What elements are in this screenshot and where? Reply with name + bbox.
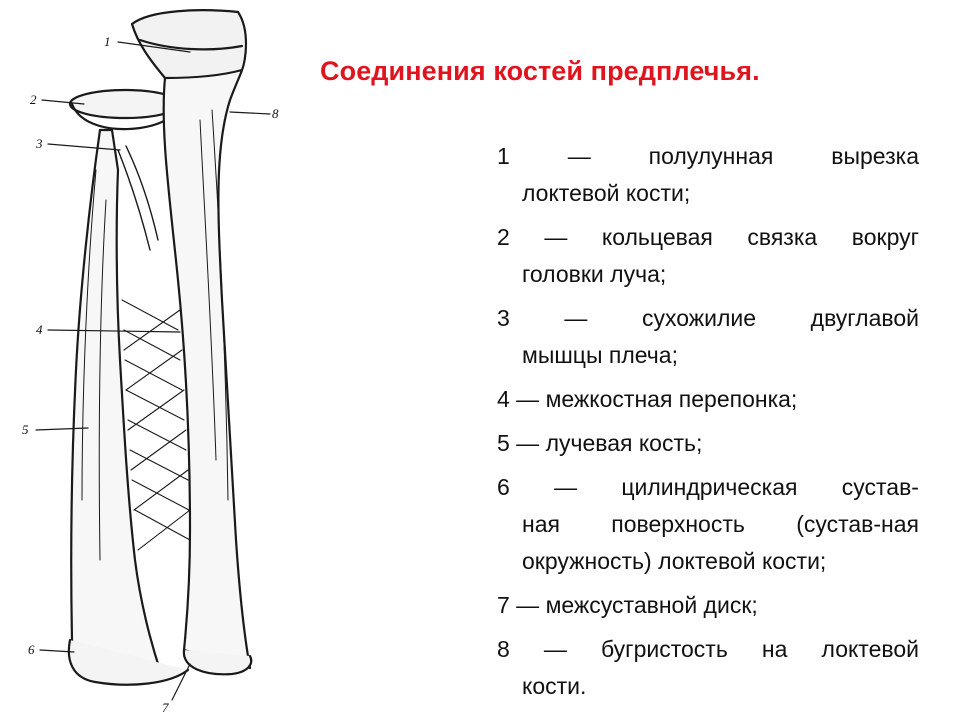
leader-line-8 [230,112,270,114]
marker-2: 2 [30,92,37,107]
legend-item-3 [497,300,919,374]
marker-7: 7 [162,700,169,715]
legend-item-line [497,138,919,175]
legend-item-continuation: локтевой кости; [522,180,691,206]
legend-word: кольцевая [601,224,713,250]
forearm-bones-illustration [0,0,300,720]
legend-item-line [497,219,919,256]
legend-item-1 [497,138,919,212]
marker-1: 1 [104,34,111,49]
legend-word: двуглавой [810,305,919,331]
legend-item-line [497,631,919,668]
legend-number: 1 [497,143,510,169]
legend-dash: — [564,305,588,331]
legend-list [497,138,919,712]
marker-8: 8 [272,106,279,121]
marker-4: 4 [36,322,43,337]
legend-item-5: 5 — лучевая кость; [497,430,703,456]
marker-3: 3 [36,136,43,151]
legend-word: полулунная [648,143,774,169]
legend-word: сустав- [841,474,919,500]
legend-item-8 [497,631,919,705]
legend-word: поверхность [611,511,745,537]
legend-item-4: 4 — межкостная перепонка; [497,386,798,412]
legend-word: ная [522,511,560,537]
legend-word: (сустав-ная [796,511,919,537]
legend-item-continuation: кости. [522,673,587,699]
legend-item-continuation: мышцы плеча; [522,342,678,368]
legend-item-6 [497,469,919,580]
marker-5: 5 [22,422,29,437]
legend-item-continuation [497,506,919,543]
legend-item-7: 7 — межсуставной диск; [497,592,758,618]
marker-6: 6 [28,642,35,657]
legend-number: 3 [497,305,510,331]
legend-word: связка [747,224,818,250]
legend-item-2 [497,219,919,293]
legend-number: 6 [497,474,510,500]
legend-word: сухожилие [641,305,757,331]
legend-word: цилиндрическая [621,474,798,500]
legend-word: бугристость [601,636,728,662]
legend-item-continuation: окружность) локтевой кости; [522,548,827,574]
legend-dash: — [554,474,578,500]
legend-word: локтевой [821,636,919,662]
legend-dash: — [544,224,568,250]
legend-word: на [761,636,788,662]
legend-word: вырезка [831,143,919,169]
slide-title: Соединения костей предплечья. [320,56,760,86]
legend-number: 8 [497,636,510,662]
legend-item-continuation: головки луча; [522,261,667,287]
legend-dash: — [543,636,567,662]
legend-word: вокруг [851,224,919,250]
legend-item-line [497,300,919,337]
legend-item-line [497,469,919,506]
legend-dash: — [567,143,591,169]
legend-number: 2 [497,224,510,250]
